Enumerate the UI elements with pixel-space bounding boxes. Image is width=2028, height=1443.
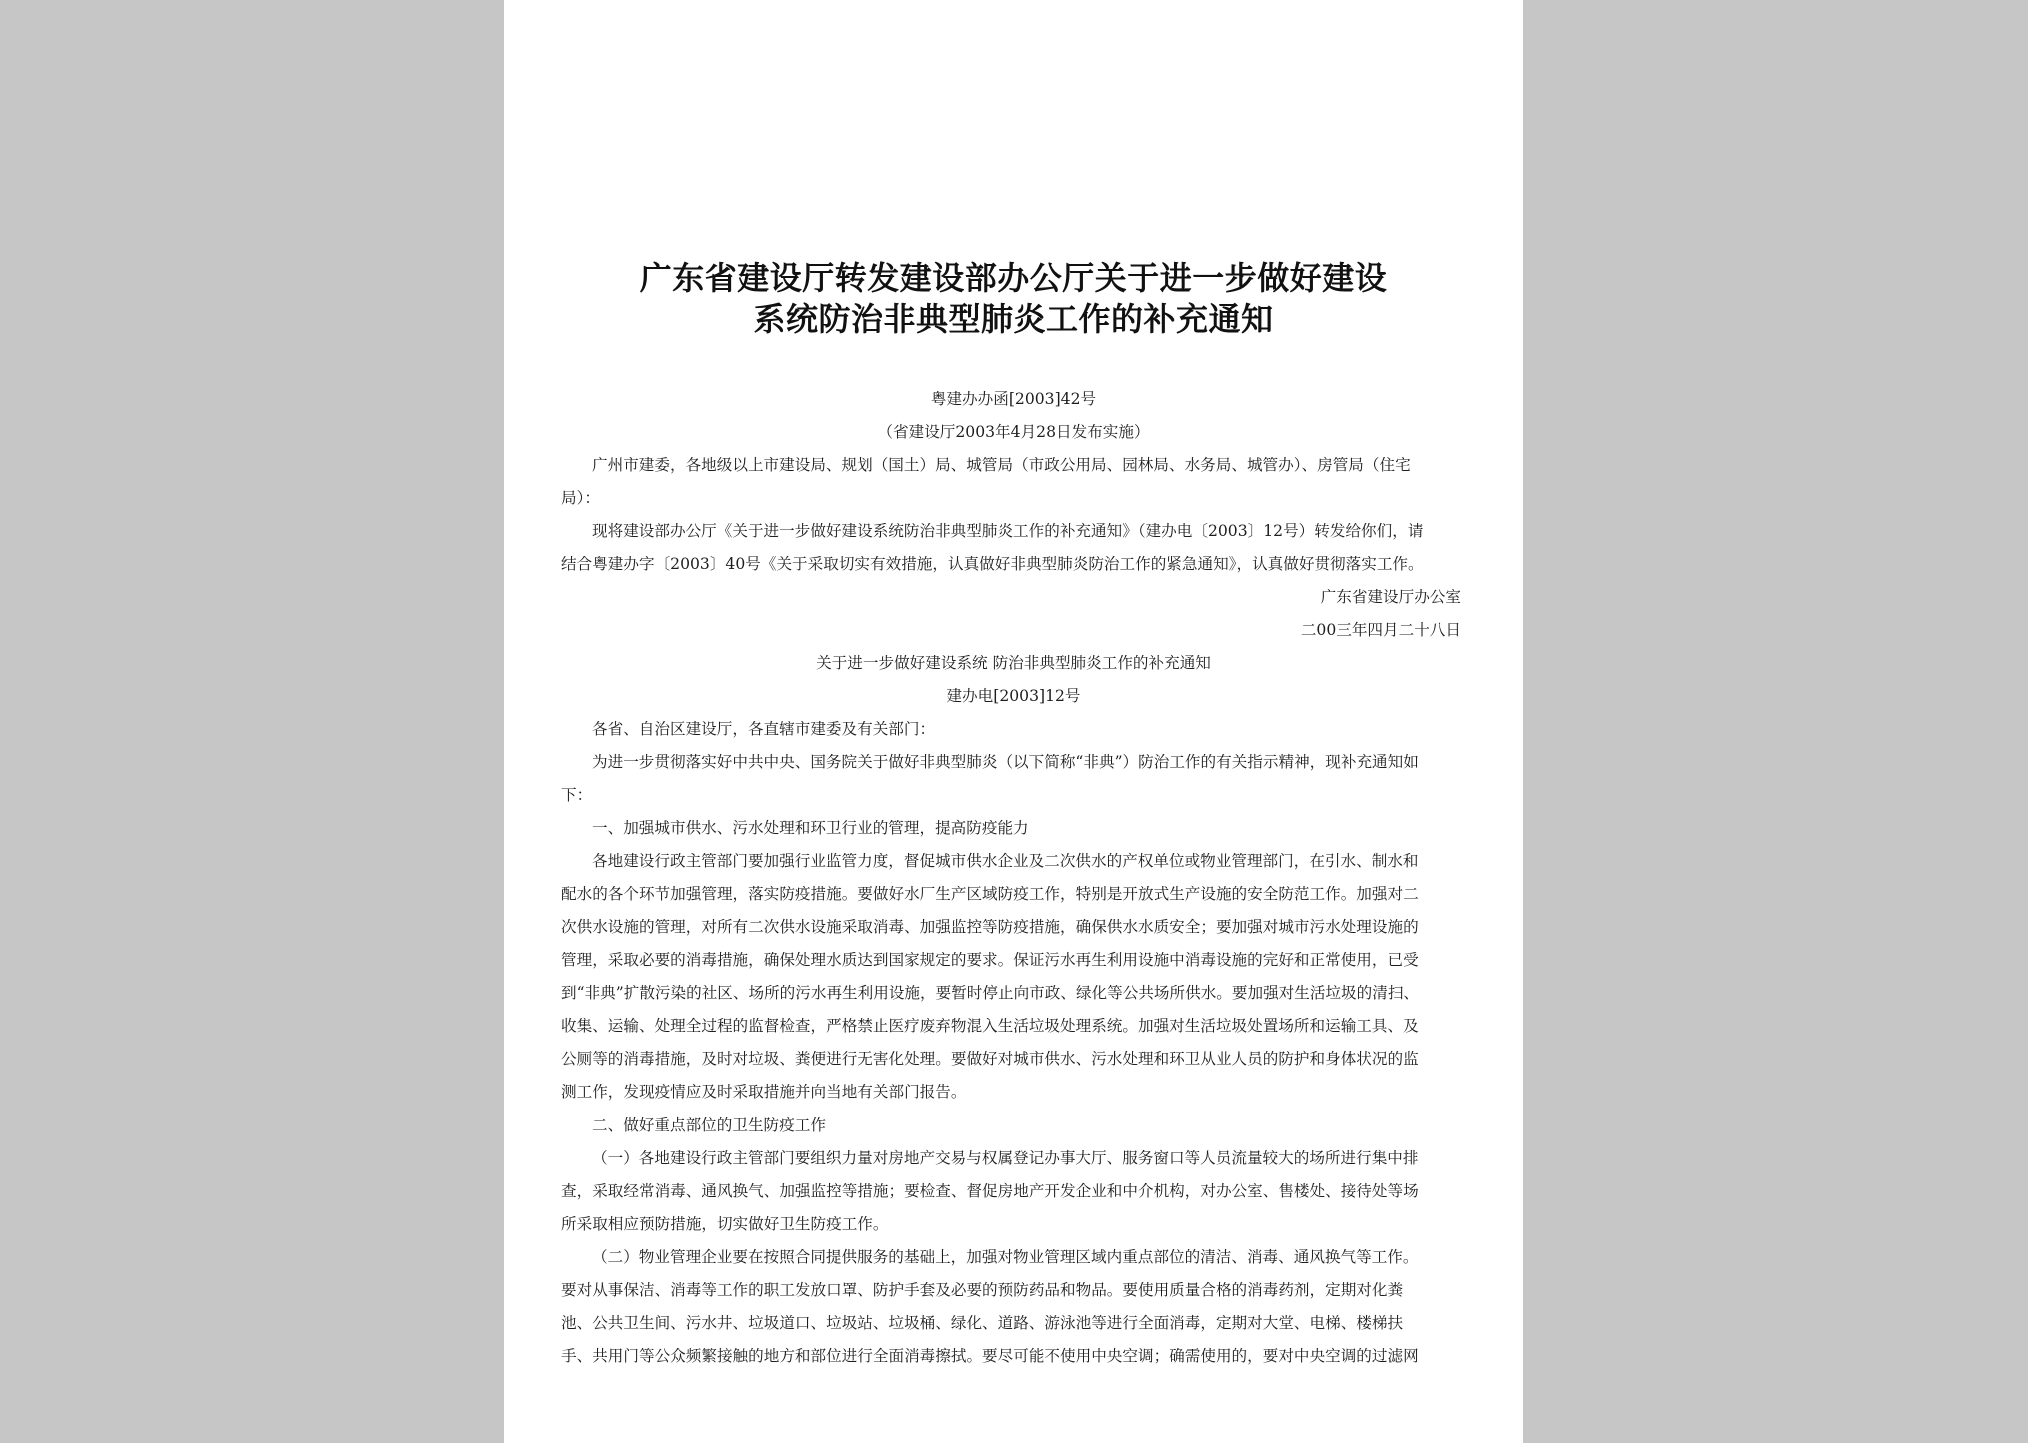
issue-note: （省建设厅2003年4月28日发布实施）: [877, 423, 1150, 441]
title-line-1: 广东省建设厅转发建设部办公厅关于进一步做好建设: [639, 259, 1388, 297]
sub-doc-number: 建办电[2003]12号: [946, 687, 1081, 705]
body-line: 收集、运输、处理全过程的监督检查，严格禁止医疗废弃物混入生活垃圾处理系统。加强对生活垃圾处置场所和运输工具、及: [561, 1017, 1419, 1035]
body-line: （二）物业管理企业要在按照合同提供服务的基础上，加强对物业管理区域内重点部位的清洁、消毒、通风换气等工作。: [592, 1248, 1419, 1266]
body-line: 结合粤建办字〔2003〕40号《关于采取切实有效措施，认真做好非典型肺炎防治工作的紧急通知》，认真做好贯彻落实工作。: [561, 555, 1424, 573]
addressee-line: 广州市建委，各地级以上市建设局、规划（国土）局、城管局（市政公用局、园林局、水务局、城管办）、房管局（住宅: [592, 456, 1411, 474]
signature-office: 广东省建设厅办公室: [1320, 588, 1461, 606]
body-line: 要对从事保洁、消毒等工作的职工发放口罩、防护手套及必要的预防药品和物品。要使用质量合格的消毒药剂，定期对化粪: [561, 1281, 1404, 1299]
section-heading: 二、做好重点部位的卫生防疫工作: [592, 1116, 826, 1134]
doc-number: 粤建办办函[2003]42号: [930, 390, 1097, 408]
sub-title: 关于进一步做好建设系统 防治非典型肺炎工作的补充通知: [816, 654, 1211, 672]
addressee-line: 各省、自治区建设厅，各直辖市建委及有关部门：: [592, 720, 936, 738]
body-line: 各地建设行政主管部门要加强行业监管力度，督促城市供水企业及二次供水的产权单位或物业管理部门，在引水、制水和: [592, 852, 1419, 870]
document-page: [504, 0, 1523, 1443]
body-line: 手、共用门等公众频繁接触的地方和部位进行全面消毒擦拭。要尽可能不使用中央空调；确需使用的，要对中央空调的过滤网: [561, 1347, 1419, 1365]
body-line: 所采取相应预防措施，切实做好卫生防疫工作。: [561, 1215, 889, 1233]
body-line: （一）各地建设行政主管部门要组织力量对房地产交易与权属登记办事大厅、服务窗口等人员流量较大的场所进行集中排: [592, 1149, 1419, 1167]
title-line-2: 系统防治非典型肺炎工作的补充通知: [753, 300, 1274, 338]
body-line: 为进一步贯彻落实好中共中央、国务院关于做好非典型肺炎（以下简称“非典”）防治工作的有关指示精神，现补充通知如: [592, 753, 1419, 771]
body-line: 到“非典”扩散污染的社区、场所的污水再生利用设施，要暂时停止向市政、绿化等公共场所供水。要加强对生活垃圾的清扫、: [561, 984, 1420, 1002]
document-title: [544, 258, 1483, 340]
body-line: 公厕等的消毒措施，及时对垃圾、粪便进行无害化处理。要做好对城市供水、污水处理和环卫从业人员的防护和身体状况的监: [561, 1050, 1419, 1068]
body-line: 测工作，发现疫情应及时采取措施并向当地有关部门报告。: [561, 1083, 967, 1101]
signature-date: 二00三年四月二十八日: [1300, 621, 1461, 639]
body-line: 下：: [561, 786, 593, 804]
body-line: 池、公共卫生间、污水井、垃圾道口、垃圾站、垃圾桶、绿化、道路、游泳池等进行全面消毒，定期对大堂、电梯、楼梯扶: [561, 1314, 1404, 1332]
section-heading: 一、加强城市供水、污水处理和环卫行业的管理，提高防疫能力: [592, 819, 1029, 837]
addressee-line: 局）：: [561, 489, 600, 507]
body-line: 现将建设部办公厅《关于进一步做好建设系统防治非典型肺炎工作的补充通知》（建办电〔2003〕12号）转发给你们，请: [592, 522, 1424, 540]
body-line: 管理，采取必要的消毒措施，确保处理水质达到国家规定的要求。保证污水再生利用设施中消毒设施的完好和正常使用，已受: [561, 951, 1419, 969]
body-line: 次供水设施的管理，对所有二次供水设施采取消毒、加强监控等防疫措施，确保供水水质安全；要加强对城市污水处理设施的: [561, 918, 1419, 936]
body-line: 查，采取经常消毒、通风换气、加强监控等措施；要检查、督促房地产开发企业和中介机构，对办公室、售楼处、接待处等场: [561, 1182, 1419, 1200]
body-line: 配水的各个环节加强管理，落实防疫措施。要做好水厂生产区域防疫工作，特别是开放式生产设施的安全防范工作。加强对二: [561, 885, 1419, 903]
